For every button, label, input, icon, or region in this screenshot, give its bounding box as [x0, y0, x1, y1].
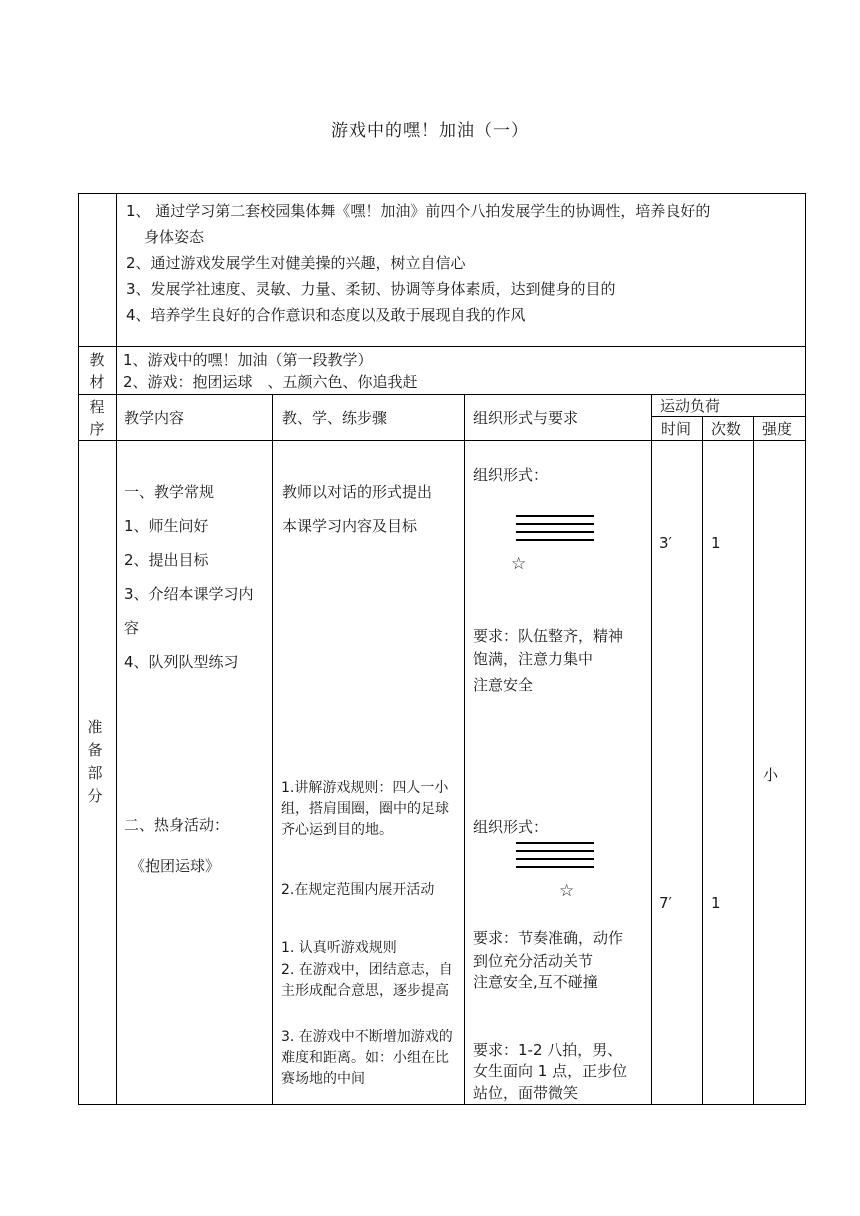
content-line: 3、介绍本课学习内 [124, 585, 254, 603]
content-line: 2、提出目标 [124, 551, 209, 569]
content-line: 《抱团运球》 [130, 857, 221, 875]
objective-item: 1、 通过学习第二套校园集体舞《嘿！加油》前四个八拍发展学生的协调性，培养良好的 [126, 202, 711, 220]
row-divider [78, 440, 806, 441]
org-requirement: 到位充分活动关节 [473, 952, 594, 970]
table-border-bottom [78, 1104, 806, 1105]
time-value: 3′ [659, 534, 672, 552]
steps-paragraph: 2. 在游戏中，团结意志，自主形成配合意思，逐步提高 [281, 962, 453, 999]
org-requirement: 要求：队伍整齐，精神 [473, 627, 624, 645]
column-divider [116, 193, 117, 1105]
formation-lines-diagram [516, 842, 594, 874]
column-divider [272, 394, 273, 1105]
steps-paragraph: 1.讲解游戏规则：四人一小组，搭肩围圈，圈中的足球齐心运到目的地。 [281, 780, 449, 838]
steps-paragraph: 2.在规定范围内展开活动 [281, 882, 435, 898]
header-intensity: 强度 [762, 420, 793, 438]
row-divider [78, 394, 806, 395]
content-line: 一、教学常规 [124, 483, 215, 501]
table-border-right [805, 193, 806, 1105]
org-requirement: 注意安全 [473, 676, 534, 694]
org-requirement: 饱满，注意力集中 [473, 650, 594, 668]
page-title: 游戏中的嘿！加油（一） [331, 121, 529, 141]
material-label: 教 材 [89, 351, 105, 391]
teacher-star-icon: ☆ [559, 881, 575, 901]
steps-paragraph: 1. 认真听游戏规则 [281, 940, 397, 956]
org-requirement: 要求：1-2 八拍，男、 [473, 1041, 623, 1059]
content-line: 二、热身活动： [124, 816, 230, 834]
material-item: 2、游戏：抱团运球 、五颜六色、你追我赶 [123, 373, 418, 391]
header-count: 次数 [711, 420, 742, 438]
header-procedure: 程 序 [89, 398, 105, 438]
header-content: 教学内容 [124, 409, 185, 427]
column-divider [464, 394, 465, 1105]
org-requirement: 女生面向 1 点，正步位 [473, 1062, 628, 1080]
steps-paragraph: 3. 在游戏中不断增加游戏的难度和距离。如：小组在比赛场地的中间 [281, 1029, 453, 1087]
table-border-top [78, 193, 806, 194]
steps-line: 教师以对话的形式提出 [282, 483, 433, 501]
content-line: 容 [124, 619, 140, 637]
content-line: 1、师生问好 [124, 517, 209, 535]
org-requirement: 注意安全,互不碰撞 [473, 973, 598, 991]
content-line: 4、队列队型练习 [124, 653, 239, 671]
formation-lines-diagram [516, 515, 594, 547]
header-organization: 组织形式与要求 [473, 409, 579, 427]
objective-item: 身体姿态 [144, 228, 205, 246]
intensity-value: 小 [763, 766, 779, 784]
table-border-left [78, 193, 79, 1105]
org-requirement: 要求：节奏准确，动作 [473, 929, 624, 947]
count-value: 1 [711, 894, 721, 912]
teacher-star-icon: ☆ [511, 554, 527, 574]
time-value: 7′ [659, 894, 672, 912]
steps-line: 本课学习内容及目标 [282, 517, 418, 535]
objective-item: 4、培养学生良好的合作意识和态度以及敢于展现自我的作风 [126, 306, 526, 324]
objective-item: 3、发展学社速度、灵敏、力量、柔韧、协调等身体素质，达到健身的目的 [126, 280, 616, 298]
org-label: 组织形式： [473, 818, 549, 836]
load-subheader-divider [651, 416, 806, 417]
count-value: 1 [711, 534, 721, 552]
org-requirement: 站位，面带微笑 [473, 1084, 579, 1102]
column-divider [702, 416, 703, 1105]
column-divider [651, 394, 652, 1105]
column-divider [753, 416, 754, 1105]
objective-item: 2、通过游戏发展学生对健美操的兴趣，树立自信心 [126, 254, 466, 272]
header-time: 时间 [661, 420, 692, 438]
row-divider [78, 346, 806, 347]
org-label: 组织形式： [473, 466, 549, 484]
header-load: 运动负荷 [660, 397, 721, 415]
section-label: 准 备 部 分 [87, 718, 103, 805]
header-steps: 教、学、练步骤 [282, 409, 388, 427]
material-item: 1、游戏中的嘿！加油（第一段教学） [123, 351, 373, 369]
